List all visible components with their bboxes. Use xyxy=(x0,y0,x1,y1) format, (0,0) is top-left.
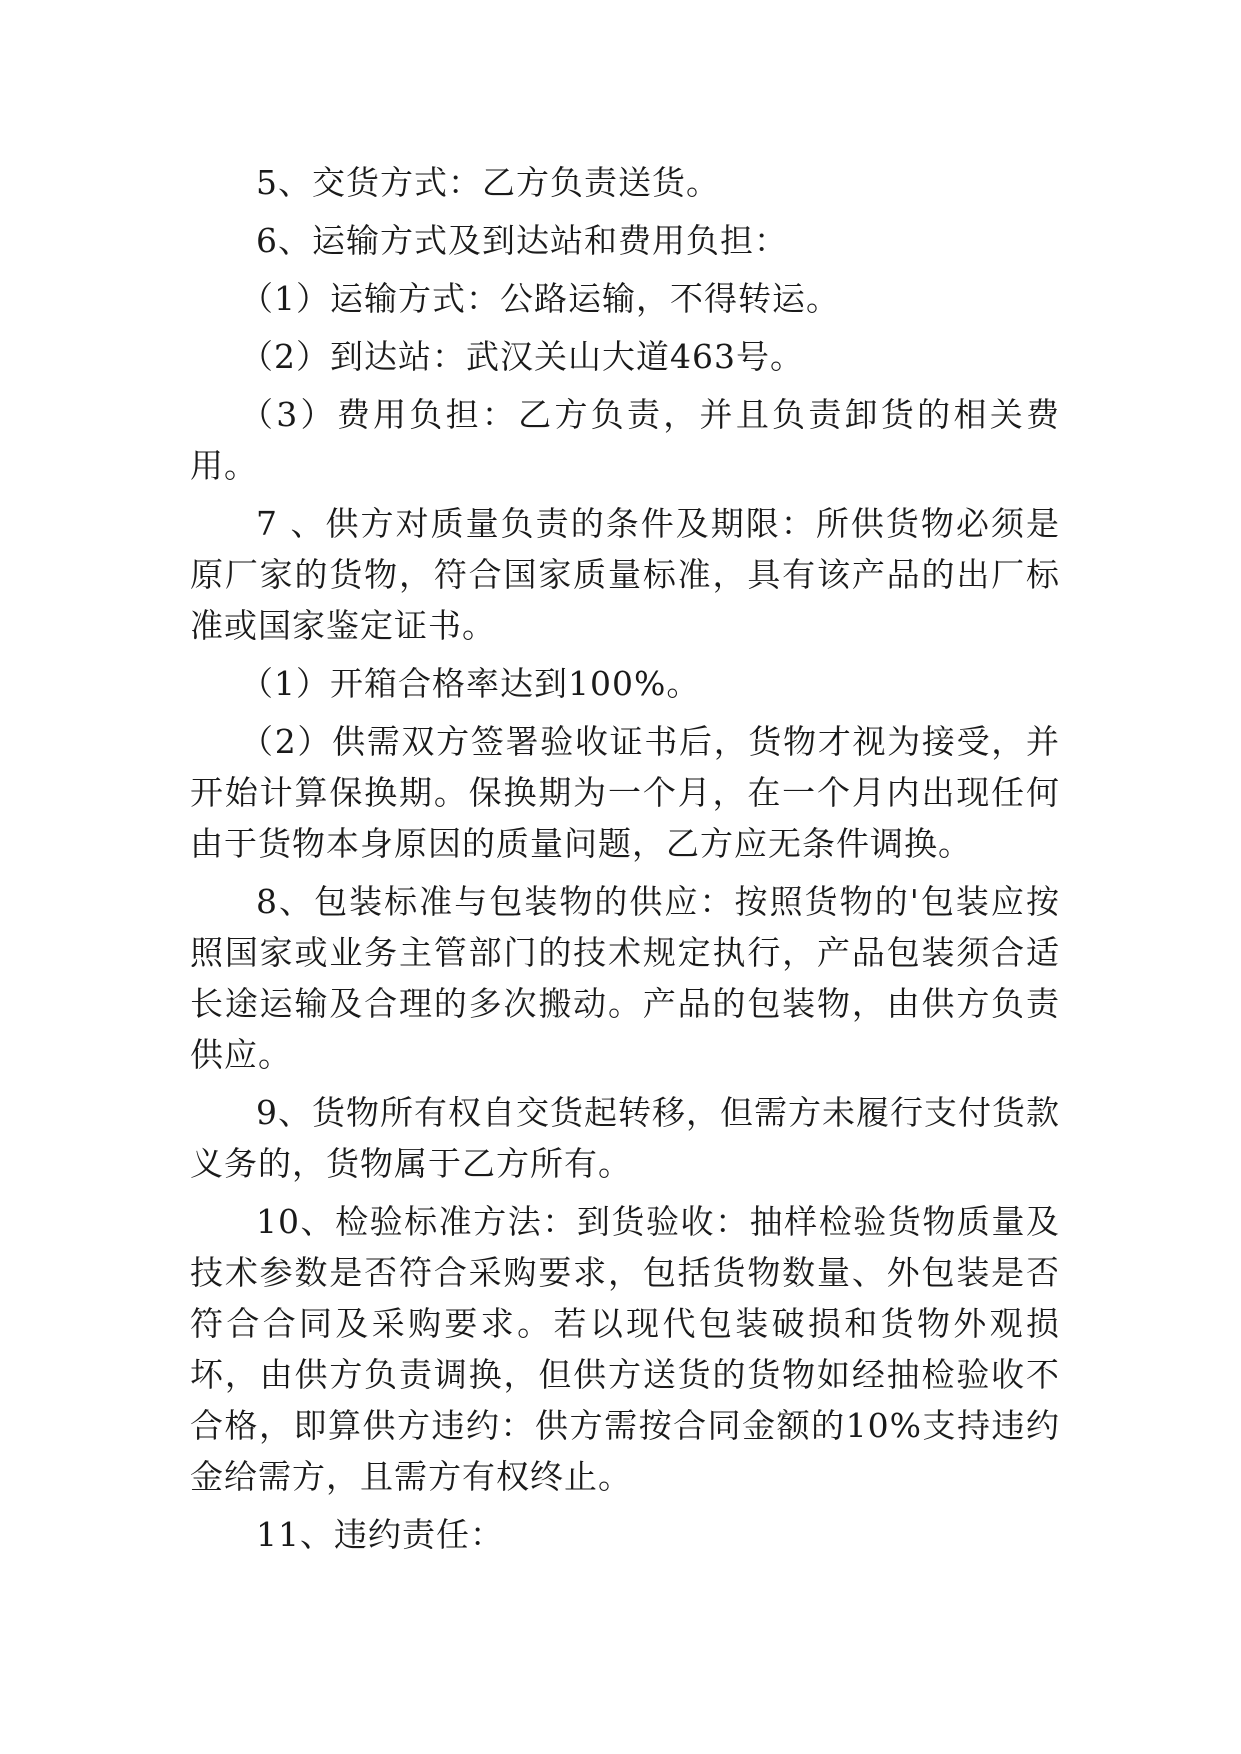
clause-8-packaging: 8、包装标准与包装物的供应：按照货物的'包装应按照国家或业务主管部门的技术规定执行，产品包装须合适长途运输及合理的多次搬动。产品的包装物，由供方负责供应。 xyxy=(190,882,1060,1074)
clause-6-transport: 6、运输方式及到达站和费用负担： xyxy=(256,221,788,260)
clause-6-item-2: （2）到达站：武汉关山大道463号。 xyxy=(240,337,804,376)
clause-7-item-2: （2）供需双方签署验收证书后，货物才视为接受，并开始计算保换期。保换期为一个月，在一个月内出现任何由于货物本身原因的质量问题，乙方应无条件调换。 xyxy=(190,722,1060,863)
clause-5-delivery-method: 5、交货方式：乙方负责送货。 xyxy=(256,163,720,202)
clause-11-liability: 11、违约责任： xyxy=(256,1515,504,1554)
clause-6-item-1: （1）运输方式：公路运输，不得转运。 xyxy=(240,279,840,318)
clause-7-item-1: （1）开箱合格率达到100%。 xyxy=(240,664,701,703)
clause-7-quality: 7 、供方对质量负责的条件及期限：所供货物必须是原厂家的货物，符合国家质量标准，具有该产品的出厂标准或国家鉴定证书。 xyxy=(190,504,1060,645)
document-body xyxy=(190,157,1060,1567)
clause-6-item-3: （3）费用负担：乙方负责，并且负责卸货的相关费用。 xyxy=(190,395,1060,485)
clause-10-inspection: 10、检验标准方法：到货验收：抽样检验货物质量及技术参数是否符合采购要求，包括货物数量、外包装是否符合合同及采购要求。若以现代包装破损和货物外观损坏，由供方负责调换，但供方送货的货物如经抽检验收不合格，即算供方违约：供方需按合同金额的10%支持违约金给需方，且需方有权终止。 xyxy=(190,1202,1060,1496)
clause-9-ownership: 9、货物所有权自交货起转移，但需方未履行支付货款义务的，货物属于乙方所有。 xyxy=(190,1093,1060,1183)
